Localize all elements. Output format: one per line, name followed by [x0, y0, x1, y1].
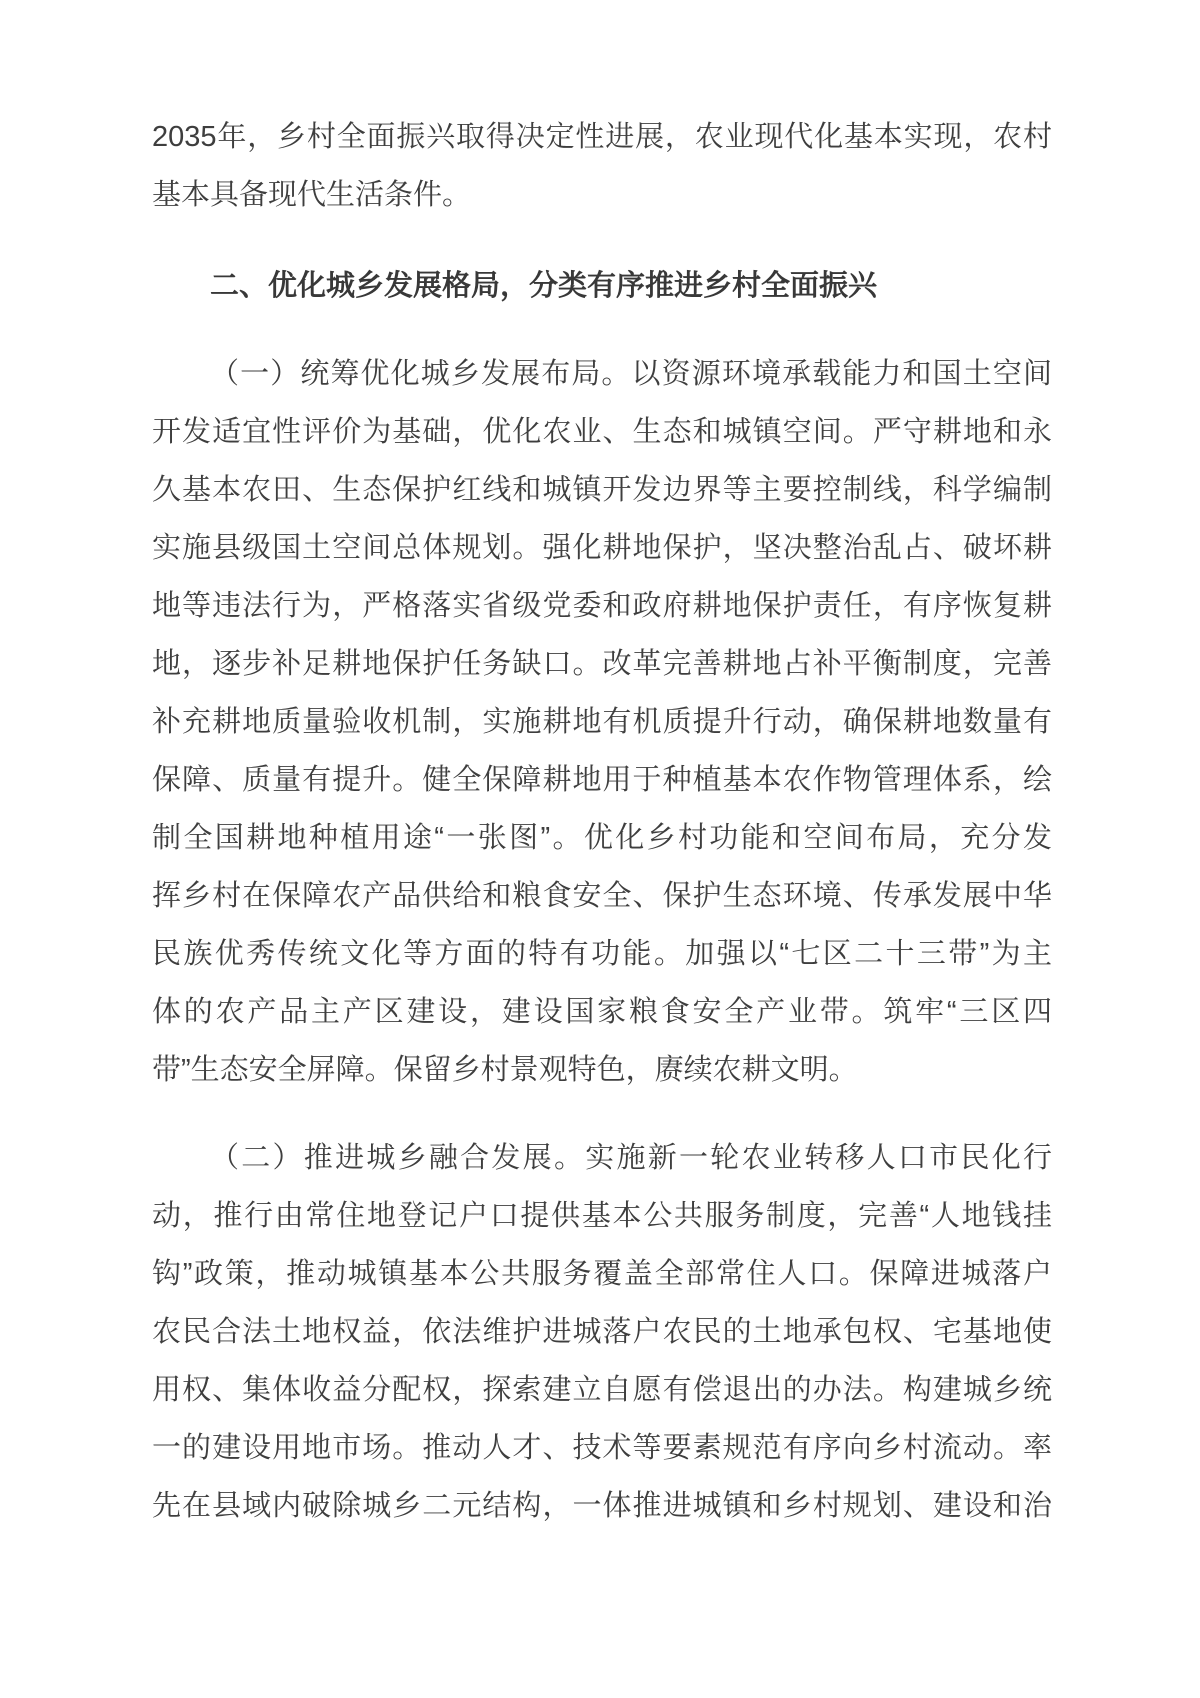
text-line: 农民合法土地权益，依法维护进城落户农民的土地承包权、宅基地使	[152, 1316, 1052, 1348]
text-line: 保障、质量有提升。健全保障耕地用于种植基本农作物管理体系，绘	[152, 764, 1052, 796]
body-text	[152, 345, 1052, 1099]
section-heading	[152, 257, 1052, 315]
text-line: 实施县级国土空间总体规划。强化耕地保护，坚决整治乱占、破坏耕	[152, 532, 1052, 564]
text-line: 制全国耕地种植用途“一张图”。优化乡村功能和空间布局，充分发	[152, 822, 1052, 854]
text-line: 地，逐步补足耕地保护任务缺口。改革完善耕地占补平衡制度，完善	[152, 648, 1052, 680]
text-line: （一）统筹优化城乡发展布局。以资源环境承载能力和国土空间	[210, 358, 1052, 390]
text-line: （二）推进城乡融合发展。实施新一轮农业转移人口市民化行	[210, 1142, 1052, 1174]
body-text	[152, 1129, 1052, 1535]
text-line: 二、优化城乡发展格局，分类有序推进乡村全面振兴	[210, 270, 878, 302]
text-line: 带”生态安全屏障。保留乡村景观特色，赓续农耕文明。	[152, 1054, 858, 1086]
text-line: 2035年，乡村全面振兴取得决定性进展，农业现代化基本实现，农村	[152, 121, 1052, 153]
text-line: 先在县域内破除城乡二元结构，一体推进城镇和乡村规划、建设和治	[152, 1490, 1052, 1522]
body-text	[152, 108, 1052, 224]
text-line: 用权、集体收益分配权，探索建立自愿有偿退出的办法。构建城乡统	[152, 1374, 1052, 1406]
text-line: 挥乡村在保障农产品供给和粮食安全、保护生态环境、传承发展中华	[152, 880, 1052, 912]
text-line: 补充耕地质量验收机制，实施耕地有机质提升行动，确保耕地数量有	[152, 706, 1052, 738]
text-line: 地等违法行为，严格落实省级党委和政府耕地保护责任，有序恢复耕	[152, 590, 1052, 622]
text-line: 开发适宜性评价为基础，优化农业、生态和城镇空间。严守耕地和永	[152, 416, 1052, 448]
text-line: 一的建设用地市场。推动人才、技术等要素规范有序向乡村流动。率	[152, 1432, 1052, 1464]
text-line: 动，推行由常住地登记户口提供基本公共服务制度，完善“人地钱挂	[152, 1200, 1052, 1232]
text-line: 民族优秀传统文化等方面的特有功能。加强以“七区二十三带”为主	[152, 938, 1052, 970]
text-line: 体的农产品主产区建设，建设国家粮食安全产业带。筑牢“三区四	[152, 996, 1052, 1028]
text-line: 基本具备现代生活条件。	[152, 179, 472, 211]
text-line: 钩”政策，推动城镇基本公共服务覆盖全部常住人口。保障进城落户	[152, 1258, 1052, 1290]
text-line: 久基本农田、生态保护红线和城镇开发边界等主要控制线，科学编制	[152, 474, 1052, 506]
